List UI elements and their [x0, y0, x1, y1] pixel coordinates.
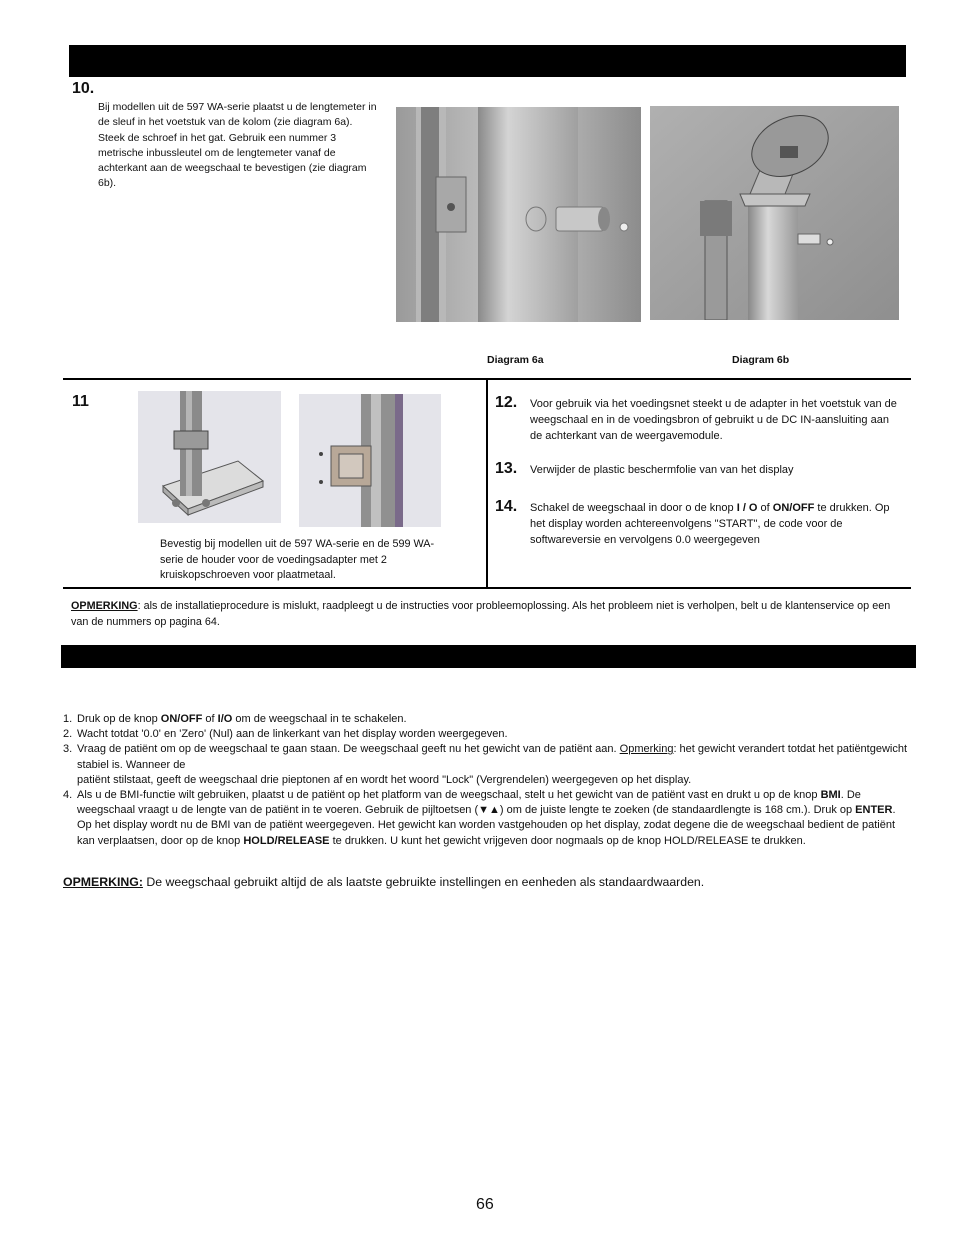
- step-10-text: Bij modellen uit de 597 WA-serie plaatst u de lengtemeter in de sleuf in het voetstuk van de kolom (zie diagram 6a). Steek de schroef in het gat. Gebruik een nummer 3 metrische inbussleutel om de lengtemeter vanaf de achterkant aan de weegschaal te bevestigen (zie diagram 6b).: [98, 101, 377, 190]
- section-header-bar-operation: [61, 645, 916, 668]
- step-14-text: Schakel de weegschaal in door o de knop I / O of ON/OFF te drukken. Op het display worden achtereenvolgens "START", de code voor de softwareversie en vervolgens 0.0 weergegeven: [530, 502, 890, 546]
- step-13-text: Verwijder de plastic beschermfolie van van het display: [530, 464, 794, 476]
- step-11-number: 11: [72, 393, 89, 410]
- diagram-6b-caption: Diagram 6b: [732, 354, 790, 366]
- step-12-number: 12.: [495, 394, 518, 411]
- adapter-holder-image-2: [299, 394, 441, 527]
- diagram-6a-image: [396, 107, 641, 322]
- operation-step-4: 4. Als u de BMI-functie wilt gebruiken, plaatst u de patiënt op het platform van de weegschaal, stelt u het gewicht van de patiënt vast en drukt u op de knop BMI. De weegschaal vraagt u de lengte van de patiënt in te voeren. Gebruik de pijltoetsen (▼▲) om de juiste lengte te zoeken (de standaardlengte is 168 cm.). Druk op ENTER. Op het display wordt nu de BMI van de patiënt weergegeven. Het gewicht kan worden vastgehouden op het display, zodat degene die de weegschaal bedient de patiënt kan verplaatsen, door op de knop HOLD/RELEASE te drukken. U kunt het gewicht vrijgeven door nogmaals op de knop HOLD/RELEASE te drukken.: [63, 789, 896, 847]
- note-troubleshooting: [71, 599, 906, 630]
- step-12-text: Voor gebruik via het voedingsnet steekt u de adapter in het voetstuk van de weegschaal en in de voedingsbron of gebruikt u de DC IN-aansluiting aan de achterkant van de weergavemodule.: [530, 398, 897, 442]
- step-13-number: 13.: [495, 460, 518, 477]
- step-14-number: 14.: [495, 498, 518, 515]
- divider-bottom: [63, 587, 911, 589]
- note-defaults-label: OPMERKING:: [63, 875, 143, 889]
- diagram-6b-image: [650, 106, 899, 320]
- step-11-caption: Bevestig bij modellen uit de 597 WA-serie en de 599 WA-serie de houder voor de voedingsadapter met 2 kruiskopschroeven voor plaatmetaal.: [160, 538, 435, 581]
- page-number: 66: [476, 1196, 494, 1213]
- note-defaults: [63, 875, 908, 889]
- step-10-number: 10.: [72, 80, 95, 97]
- operation-steps: [63, 712, 908, 849]
- operation-step-1: 1. Druk op de knop ON/OFF of I/O om de weegschaal in te schakelen.: [63, 713, 407, 725]
- divider-vertical: [486, 379, 488, 588]
- section-header-bar-top: [69, 45, 906, 77]
- note-defaults-text: De weegschaal gebruikt altijd de als laatste gebruikte instellingen en eenheden als standaardwaarden.: [142, 875, 705, 889]
- note-text: : als de installatieprocedure is mislukt, raadpleegt u de instructies voor probleemoplossing. Als het probleem niet is verholpen, belt u de klantenservice op een van de nummers op pagina 64.: [71, 600, 891, 628]
- note-label: OPMERKING: [71, 600, 138, 612]
- diagram-6a-caption: Diagram 6a: [487, 354, 544, 366]
- operation-step-3: 3. Vraag de patiënt om op de weegschaal te gaan staan. De weegschaal geeft nu het gewicht van de patiënt aan. Opmerking: het gewicht verandert totdat het patiëntgewicht stabiel is. Wanneer de patiënt stilstaat, geeft de weegschaal drie pieptonen af en wordt het woord "Lock" (Vergrendelen) weergegeven op het display.: [63, 743, 908, 786]
- adapter-holder-image-1: [138, 391, 281, 523]
- operation-step-2: 2. Wacht totdat '0.0' en 'Zero' (Nul) aan de linkerkant van het display worden weergegeven.: [63, 728, 508, 741]
